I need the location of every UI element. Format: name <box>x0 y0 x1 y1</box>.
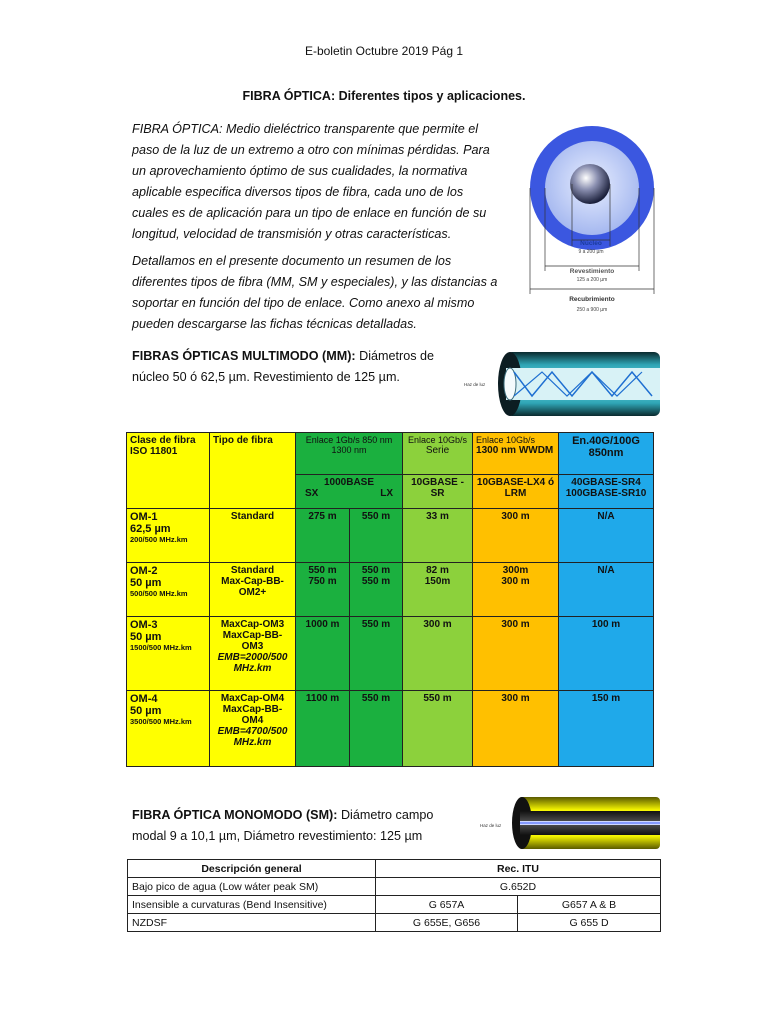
row-om1-type: Standard <box>210 509 296 563</box>
row-om4-type <box>210 691 296 767</box>
header-10g-serial-sub: Serie <box>425 445 450 456</box>
row-om3-type-2: MaxCap-BB-OM3 <box>222 630 283 652</box>
singlemode-heading <box>132 805 462 847</box>
subheader-10gbase-lx4: 10GBASE-LX4 ó LRM <box>473 475 559 509</box>
multimode-heading-title: FIBRAS ÓPTICAS MULTIMODO (MM): <box>132 349 356 363</box>
multimode-heading-text: Diámetros de núcleo 50 ó 62,5 µm. Revestimiento de 125 µm. <box>132 349 435 384</box>
subheader-1000base <box>296 475 403 509</box>
table-row <box>128 878 661 896</box>
row-nzdsf-rec-b: G 655 D <box>518 914 661 932</box>
subheader-40gbase: 40GBASE-SR4 100GBASE-SR10 <box>559 475 654 509</box>
row-om2-lx <box>350 563 403 617</box>
row-om3-lx4: 300 m <box>473 617 559 691</box>
row-om1-sr: 33 m <box>403 509 473 563</box>
row-om2-lx-1: 550 m <box>361 565 391 576</box>
table-row <box>127 563 654 617</box>
table-row <box>128 914 661 932</box>
header-fiber-type: Tipo de fibra <box>210 433 296 509</box>
row-om2-type-1: Standard <box>230 565 275 576</box>
row-om2-sr <box>403 563 473 617</box>
row-om2-core: 50 µm <box>130 577 162 589</box>
row-om4-core: 50 µm <box>130 705 162 717</box>
row-om2-40g: N/A <box>559 563 654 617</box>
row-om3-type <box>210 617 296 691</box>
table-row <box>127 691 654 767</box>
row-om1-name: OM-1 <box>130 511 158 523</box>
header-description: Descripción general <box>128 860 376 878</box>
coating-label: Recubrimiento <box>569 296 615 303</box>
row-om2-type <box>210 563 296 617</box>
subheader-lx: LX <box>380 488 394 499</box>
subheader-1000base-label: 1000BASE <box>323 477 375 488</box>
core-dim-label: 9 a 200 µm <box>578 249 604 255</box>
row-om2-type-2: Max-Cap-BB-OM2+ <box>221 576 284 598</box>
cladding-label: Revestimiento <box>569 268 615 275</box>
row-om4-bandwidth: 3500/500 MHz.km <box>130 717 192 726</box>
header-10g-wwdm-sub: 1300 nm WWDM <box>476 445 554 456</box>
row-bend-insensitive-desc: Insensible a curvaturas (Bend Insensitive) <box>128 896 376 914</box>
row-om1-sx: 275 m <box>296 509 350 563</box>
row-om1-lx4: 300 m <box>473 509 559 563</box>
subheader-sx: SX <box>305 488 319 499</box>
row-om2-sr-1: 82 m <box>426 565 449 576</box>
table-row <box>127 617 654 691</box>
row-om2-sx-2: 750 m <box>308 576 337 587</box>
row-om3-type-1: MaxCap-OM3 <box>220 619 285 630</box>
row-om3-bandwidth: 1500/500 MHz.km <box>130 643 192 652</box>
singlemode-heading-text: Diámetro campo modal 9 a 10,1 µm, Diámetro revestimiento: 125 µm <box>132 808 434 843</box>
row-om2-sr-2: 150m <box>424 576 451 587</box>
row-om3-lx: 550 m <box>350 617 403 691</box>
row-om4-class <box>127 691 210 767</box>
row-nzdsf-desc: NZDSF <box>128 914 376 932</box>
header-1g-link: Enlace 1Gb/s 850 nm 1300 nm <box>296 433 403 475</box>
row-bend-insensitive-rec-a: G 657A <box>376 896 518 914</box>
row-bend-insensitive-rec-b: G657 A & B <box>518 896 661 914</box>
row-om2-lx4-1: 300m <box>502 565 529 576</box>
row-om3-name: OM-3 <box>130 619 158 631</box>
row-om1-lx: 550 m <box>350 509 403 563</box>
row-om2-bandwidth: 500/500 MHz.km <box>130 589 188 598</box>
row-om1-class <box>127 509 210 563</box>
singlemode-table <box>127 859 661 932</box>
row-om1-core: 62,5 µm <box>130 523 171 535</box>
multimode-table <box>126 432 654 767</box>
page-title: FIBRA ÓPTICA: Diferentes tipos y aplicaciones. <box>242 89 526 103</box>
core-label: Núcleo <box>580 240 602 247</box>
intro-paragraph-1: FIBRA ÓPTICA: Medio dieléctrico transparente que permite el paso de la luz de un extremo a otro con mínimas pérdidas. Para un aprovechamiento óptimo de sus cualidades, la normativa aplicable especifica diversos tipos de fibra, cada uno de los cuales es de aplicación para un tipo de enlace en función de su longitud, velocidad de transmisión y otras características. <box>132 122 490 241</box>
row-om2-name: OM-2 <box>130 565 158 577</box>
multimode-heading <box>132 346 452 388</box>
row-om2-lx-2: 550 m <box>361 576 391 587</box>
core-circle <box>570 164 610 204</box>
cladding-dim-label: 125 a 200 µm <box>576 277 608 283</box>
row-om3-class <box>127 617 210 691</box>
row-om3-core: 50 µm <box>130 631 162 643</box>
header-40g-100g: En.40G/100G 850nm <box>559 433 654 475</box>
multimode-fiber-image <box>462 350 660 420</box>
row-om1-bandwidth: 200/500 MHz.km <box>130 535 188 544</box>
header-fiber-class: Clase de fibra ISO 11801 <box>127 433 210 509</box>
row-nzdsf-rec-a: G 655E, G656 <box>376 914 518 932</box>
row-om4-lx4: 300 m <box>473 691 559 767</box>
intro-paragraph-2: Detallamos en el presente documento un resumen de los diferentes tipos de fibra (MM, SM y especiales), y las distancias a soportar en función del tipo de enlace. Como anexo al mismo pueden descargarse las fichas técnicas detalladas. <box>132 254 498 331</box>
row-low-water-peak-desc: Bajo pico de agua (Low wáter peak SM) <box>128 878 376 896</box>
row-om4-sx: 1100 m <box>296 691 350 767</box>
row-om4-emb: EMB=4700/500 MHz.km <box>217 726 288 748</box>
header-itu-rec: Rec. ITU <box>376 860 661 878</box>
header-10g-serial <box>403 433 473 475</box>
row-om4-lx: 550 m <box>350 691 403 767</box>
row-om2-class <box>127 563 210 617</box>
row-om4-name: OM-4 <box>130 693 158 705</box>
row-om2-lx4 <box>473 563 559 617</box>
row-om1-40g: N/A <box>559 509 654 563</box>
row-om2-sx-1: 550 m <box>308 565 337 576</box>
row-om4-type-2: MaxCap-BB-OM4 <box>222 704 283 726</box>
row-om4-40g: 150 m <box>559 691 654 767</box>
table-row <box>127 509 654 563</box>
header-10g-serial-label: Enlace 10Gb/s <box>407 435 468 445</box>
row-low-water-peak-rec: G.652D <box>376 878 661 896</box>
page-header: E-boletin Octubre 2019 Pág 1 <box>304 44 464 58</box>
header-10g-wwdm-label: Enlace 10Gb/s <box>476 435 536 445</box>
singlemode-heading-title: FIBRA ÓPTICA MONOMODO (SM): <box>132 808 338 822</box>
row-om3-40g: 100 m <box>559 617 654 691</box>
row-om4-sr: 550 m <box>403 691 473 767</box>
singlemode-image-label: Haz de luz <box>480 823 502 828</box>
fiber-cross-section-diagram <box>528 116 660 316</box>
subheader-10gbase-sr: 10GBASE - SR <box>403 475 473 509</box>
header-10g-wwdm <box>473 433 559 475</box>
singlemode-fiber-image <box>478 795 660 851</box>
coating-dim-label: 250 a 900 µm <box>576 307 608 313</box>
multimode-image-label: Haz de luz <box>464 382 486 387</box>
table-row <box>128 896 661 914</box>
row-om4-type-1: MaxCap-OM4 <box>220 693 285 704</box>
row-om3-sr: 300 m <box>403 617 473 691</box>
row-om2-lx4-2: 300 m <box>501 576 530 587</box>
row-om3-emb: EMB=2000/500 MHz.km <box>217 652 288 674</box>
row-om3-sx: 1000 m <box>296 617 350 691</box>
row-om2-sx <box>296 563 350 617</box>
